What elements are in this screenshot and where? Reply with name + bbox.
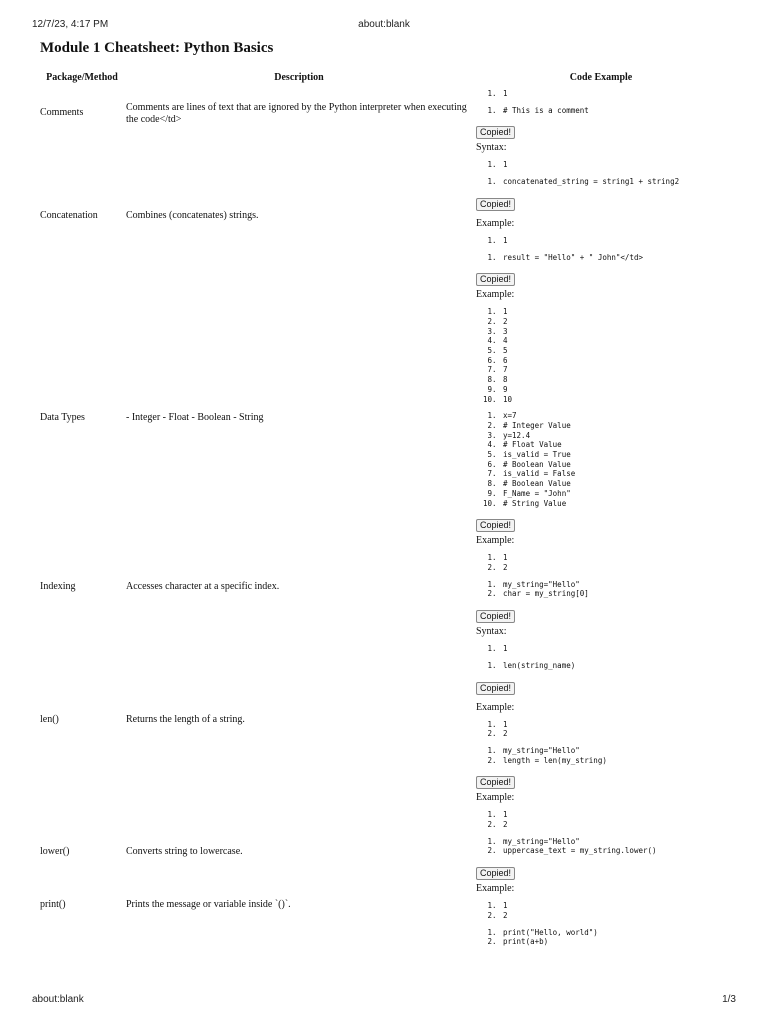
line-number: 1. 1 (501, 553, 736, 563)
header-package: Package/Method (46, 72, 118, 83)
line-number: 6. 6 (501, 356, 736, 366)
line-number-list (476, 720, 736, 739)
line-number-list (476, 236, 736, 246)
code-lines (476, 580, 736, 599)
code-line: 4. # Float Value (501, 440, 736, 450)
row-description-data-types: - Integer - Float - Boolean - String (126, 412, 264, 423)
row-package-data-types: Data Types (40, 412, 85, 423)
example-label: Example: (476, 883, 515, 895)
code-lines (476, 253, 736, 263)
code-line: 1. my_string="Hello" (501, 580, 736, 590)
print-url: about:blank (358, 19, 410, 30)
line-number-list (476, 160, 736, 170)
code-block (476, 810, 736, 856)
line-number: 1. 1 (501, 810, 736, 820)
row-package-len: len() (40, 714, 59, 725)
code-line: 3. y=12.4 (501, 431, 736, 441)
syntax-label: Syntax: (476, 626, 507, 638)
print-header (32, 19, 736, 33)
code-block (476, 160, 736, 186)
copy-button[interactable]: Copied! (476, 682, 515, 695)
code-line: 9. F_Name = "John" (501, 489, 736, 499)
code-block (476, 901, 736, 947)
line-number: 4. 4 (501, 336, 736, 346)
example-label: Example: (476, 289, 515, 301)
row-package-concatenation: Concatenation (40, 210, 98, 221)
code-block (476, 720, 736, 766)
copy-button[interactable]: Copied! (476, 867, 515, 880)
header-description: Description (274, 72, 324, 83)
line-number: 1. 1 (501, 644, 736, 654)
line-number: 1. 1 (501, 89, 736, 99)
line-number: 2. 2 (501, 317, 736, 327)
code-example-column (476, 89, 736, 954)
row-package-lower: lower() (40, 846, 70, 857)
code-line: 1. concatenated_string = string1 + string2 (501, 177, 736, 187)
row-package-indexing: Indexing (40, 581, 76, 592)
code-line: 1. my_string="Hello" (501, 746, 736, 756)
code-line: 1. len(string_name) (501, 661, 736, 671)
row-package-print: print() (40, 899, 66, 910)
code-line: 2. length = len(my_string) (501, 756, 736, 766)
line-number: 2. 2 (501, 911, 736, 921)
line-number: 9. 9 (501, 385, 736, 395)
code-line: 7. is_valid = False (501, 469, 736, 479)
line-number: 1. 1 (501, 720, 736, 730)
row-description-lower: Converts string to lowercase. (126, 846, 243, 857)
row-package-comments: Comments (40, 107, 84, 118)
copy-button[interactable]: Copied! (476, 198, 515, 211)
code-line: 2. # Integer Value (501, 421, 736, 431)
line-number: 1. 1 (501, 901, 736, 911)
copy-button[interactable]: Copied! (476, 126, 515, 139)
line-number-list (476, 810, 736, 829)
page-number: 1/3 (722, 994, 736, 1005)
example-label: Example: (476, 217, 515, 229)
code-line: 1. x=7 (501, 411, 736, 421)
page-title: Module 1 Cheatsheet: Python Basics (40, 40, 274, 56)
code-block (476, 307, 736, 508)
footer-url: about:blank (32, 994, 84, 1005)
line-number: 5. 5 (501, 346, 736, 356)
line-number: 1. 1 (501, 307, 736, 317)
line-number: 3. 3 (501, 327, 736, 337)
code-lines (476, 177, 736, 187)
code-block (476, 236, 736, 262)
syntax-label: Syntax: (476, 142, 507, 154)
row-description-comments: Comments are lines of text that are ignored by the Python interpreter when executing the code</td> (126, 102, 467, 125)
code-line: 2. char = my_string[0] (501, 589, 736, 599)
code-block (476, 89, 736, 115)
code-line: 2. uppercase_text = my_string.lower() (501, 846, 736, 856)
copy-button[interactable]: Copied! (476, 519, 515, 532)
row-description-len: Returns the length of a string. (126, 714, 245, 725)
row-description-indexing: Accesses character at a specific index. (126, 581, 280, 592)
code-block (476, 644, 736, 670)
line-number-list (476, 644, 736, 654)
code-lines (476, 837, 736, 856)
example-label: Example: (476, 535, 515, 547)
print-date: 12/7/23, 4:17 PM (32, 19, 109, 30)
example-label: Example: (476, 701, 515, 713)
row-description-concatenation: Combines (concatenates) strings. (126, 210, 259, 221)
code-line: 2. print(a+b) (501, 937, 736, 947)
line-number: 2. 2 (501, 563, 736, 573)
code-line: 1. print("Hello, world") (501, 928, 736, 938)
code-line: 8. # Boolean Value (501, 479, 736, 489)
line-number: 2. 2 (501, 729, 736, 739)
copy-button[interactable]: Copied! (476, 273, 515, 286)
code-lines (476, 411, 736, 508)
code-lines (476, 928, 736, 947)
code-line: 5. is_valid = True (501, 450, 736, 460)
copy-button[interactable]: Copied! (476, 610, 515, 623)
print-footer (32, 994, 736, 1008)
row-description-print: Prints the message or variable inside `()`. (126, 899, 291, 910)
header-code: Code Example (569, 72, 633, 83)
code-line: 10. # String Value (501, 499, 736, 509)
code-lines (476, 746, 736, 765)
line-number-list (476, 307, 736, 404)
code-lines (476, 661, 736, 671)
line-number-list (476, 553, 736, 572)
code-line: 6. # Boolean Value (501, 460, 736, 470)
line-number: 8. 8 (501, 375, 736, 385)
line-number: 7. 7 (501, 365, 736, 375)
line-number: 2. 2 (501, 820, 736, 830)
code-line: 1. result = "Hello" + " John"</td> (501, 253, 736, 263)
line-number: 1. 1 (501, 160, 736, 170)
line-number-list (476, 901, 736, 920)
line-number: 1. 1 (501, 236, 736, 246)
code-line: 1. # This is a comment (501, 106, 736, 116)
line-number: 10. 10 (501, 395, 736, 405)
code-block (476, 553, 736, 599)
example-label: Example: (476, 792, 515, 804)
line-number-list (476, 89, 736, 99)
copy-button[interactable]: Copied! (476, 776, 515, 789)
code-line: 1. my_string="Hello" (501, 837, 736, 847)
code-lines (476, 106, 736, 116)
